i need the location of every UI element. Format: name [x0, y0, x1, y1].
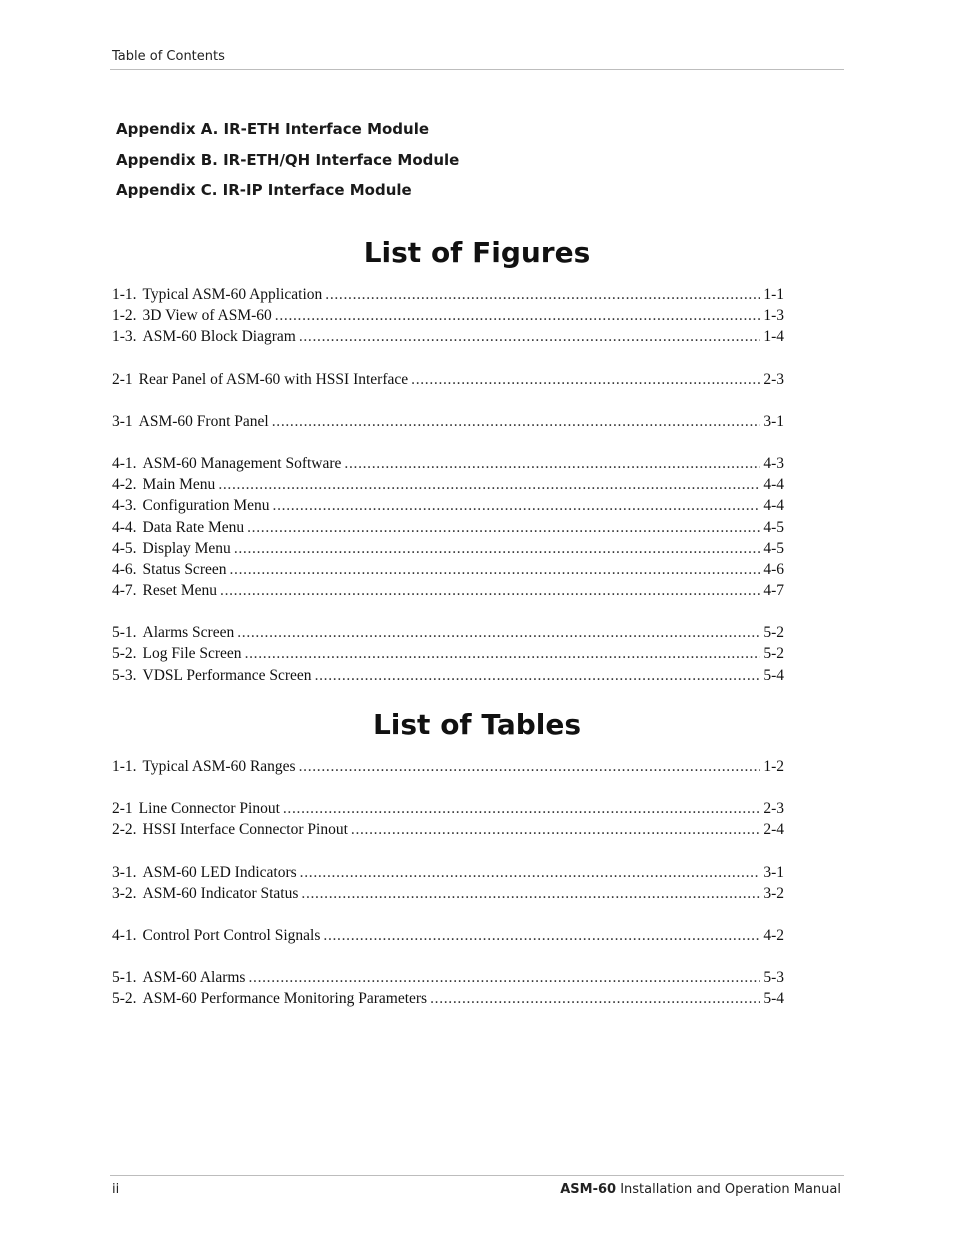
appendix-list — [116, 117, 459, 209]
entry-page: 3-2 — [763, 884, 784, 902]
toc-entry[interactable] — [112, 371, 784, 392]
dot-leader — [220, 582, 760, 600]
toc-entry[interactable] — [112, 969, 784, 990]
entry-number: 4-5. — [112, 539, 137, 557]
entry-page: 5-3 — [763, 969, 784, 987]
dot-leader — [273, 497, 761, 515]
entry-label: Status Screen — [142, 560, 227, 578]
dot-leader — [230, 561, 761, 579]
entry-label: 3D View of ASM-60 — [142, 307, 272, 325]
entry-page: 2-3 — [763, 800, 784, 818]
dot-leader — [237, 624, 760, 642]
entry-number: 1-1. — [112, 758, 137, 775]
entry-number: 5-2. — [112, 990, 137, 1008]
toc-entry[interactable] — [112, 519, 784, 540]
toc-entry[interactable] — [112, 927, 784, 948]
entry-label: Alarms Screen — [142, 624, 235, 642]
toc-entry[interactable] — [112, 497, 784, 518]
entry-number: 2-1 — [112, 370, 133, 388]
dot-leader — [323, 927, 760, 945]
entry-number: 3-2. — [112, 884, 137, 902]
group-spacer — [112, 603, 784, 624]
toc-entry[interactable] — [112, 540, 784, 561]
entry-page: 4-4 — [763, 476, 784, 494]
toc-entry[interactable] — [112, 582, 784, 603]
group-spacer — [112, 779, 784, 800]
entry-label: Display Menu — [142, 539, 231, 557]
page-number: ii — [112, 1182, 120, 1197]
entry-label: Typical ASM-60 Application — [142, 286, 323, 303]
entry-label: Data Rate Menu — [142, 518, 245, 536]
group-spacer — [112, 350, 784, 371]
entry-number: 5-1. — [112, 969, 137, 987]
toc-entry[interactable] — [112, 990, 784, 1011]
header-divider — [110, 69, 844, 70]
toc-entry[interactable] — [112, 455, 784, 476]
entry-label: Typical ASM-60 Ranges — [142, 758, 296, 775]
entry-page: 3-1 — [763, 412, 784, 430]
appendix-entry[interactable]: Appendix C. IR-IP Interface Module — [116, 181, 412, 199]
running-footer — [560, 1182, 841, 1197]
entry-number: 4-7. — [112, 582, 137, 600]
dot-leader — [272, 413, 761, 431]
dot-leader — [245, 645, 761, 663]
entry-label: ASM-60 Alarms — [142, 969, 246, 987]
dot-leader — [430, 990, 760, 1008]
entry-number: 5-2. — [112, 645, 137, 663]
entry-page: 2-4 — [763, 821, 784, 839]
entry-page: 1-4 — [763, 328, 784, 346]
entry-page: 1-3 — [763, 307, 784, 325]
entry-label: ASM-60 Front Panel — [138, 412, 269, 430]
toc-entry[interactable] — [112, 645, 784, 666]
entry-label: ASM-60 LED Indicators — [142, 863, 297, 881]
entry-page: 4-2 — [763, 926, 784, 944]
figures-list — [112, 286, 784, 688]
entry-page: 4-4 — [763, 497, 784, 515]
entry-number: 4-1. — [112, 926, 137, 944]
entry-label: HSSI Interface Connector Pinout — [142, 821, 348, 839]
toc-entry[interactable] — [112, 307, 784, 328]
product-name: ASM-60 — [560, 1182, 617, 1197]
list-of-tables-title: List of Tables — [372, 708, 582, 741]
entry-number: 4-6. — [112, 560, 137, 578]
toc-entry[interactable] — [112, 624, 784, 645]
group-spacer — [112, 906, 784, 927]
dot-leader — [301, 885, 760, 903]
entry-page: 4-5 — [763, 518, 784, 536]
toc-entry[interactable] — [112, 758, 784, 779]
entry-page: 3-1 — [763, 863, 784, 881]
toc-entry[interactable] — [112, 476, 784, 497]
entry-number: 4-3. — [112, 497, 137, 515]
entry-page: 1-1 — [763, 286, 784, 303]
dot-leader — [300, 864, 761, 882]
entry-number: 4-2. — [112, 476, 137, 494]
entry-number: 4-4. — [112, 518, 137, 536]
manual-title: Installation and Operation Manual — [620, 1182, 841, 1197]
entry-label: ASM-60 Performance Monitoring Parameters — [142, 990, 428, 1008]
entry-label: Reset Menu — [142, 582, 218, 600]
toc-entry[interactable] — [112, 561, 784, 582]
footer-divider — [110, 1175, 844, 1176]
toc-entry[interactable] — [112, 864, 784, 885]
toc-entry[interactable] — [112, 286, 784, 307]
entry-label: Control Port Control Signals — [142, 926, 321, 944]
entry-page: 4-3 — [763, 454, 784, 472]
dot-leader — [247, 519, 760, 537]
group-spacer — [112, 948, 784, 969]
entry-number: 1-1. — [112, 286, 137, 303]
entry-page: 4-5 — [763, 539, 784, 557]
dot-leader — [344, 455, 760, 473]
entry-page: 5-2 — [763, 624, 784, 642]
dot-leader — [299, 328, 761, 346]
list-of-figures-title: List of Figures — [363, 236, 591, 269]
dot-leader — [248, 969, 760, 987]
dot-leader — [315, 667, 761, 685]
entry-page: 1-2 — [763, 758, 784, 775]
group-spacer — [112, 392, 784, 413]
dot-leader — [299, 758, 761, 776]
entry-number: 1-2. — [112, 307, 137, 325]
dot-leader — [218, 476, 760, 494]
entry-number: 5-3. — [112, 666, 137, 684]
entry-page: 4-7 — [763, 582, 784, 600]
toc-entry[interactable] — [112, 821, 784, 842]
appendix-entry[interactable]: Appendix B. IR-ETH/QH Interface Module — [116, 150, 460, 169]
entry-number: 5-1. — [112, 624, 137, 642]
group-spacer — [112, 843, 784, 864]
toc-entry[interactable] — [112, 800, 784, 821]
entry-number: 4-1. — [112, 454, 137, 472]
entry-label: Rear Panel of ASM-60 with HSSI Interface — [138, 370, 409, 388]
entry-page: 2-3 — [763, 370, 784, 388]
entry-number: 3-1 — [112, 412, 133, 430]
entry-page: 5-4 — [763, 666, 784, 684]
entry-label: Line Connector Pinout — [138, 800, 280, 818]
toc-entry[interactable] — [112, 328, 784, 349]
toc-entry[interactable] — [112, 413, 784, 434]
dot-leader — [283, 800, 760, 818]
dot-leader — [234, 540, 761, 558]
entry-label: Configuration Menu — [142, 497, 270, 515]
entry-label: ASM-60 Management Software — [142, 454, 342, 472]
entry-number: 2-2. — [112, 821, 137, 839]
dot-leader — [351, 821, 760, 839]
entry-page: 5-4 — [763, 990, 784, 1008]
entry-label: ASM-60 Indicator Status — [142, 884, 299, 902]
dot-leader — [275, 307, 761, 325]
entry-label: ASM-60 Block Diagram — [142, 328, 296, 346]
group-spacer — [112, 434, 784, 455]
entry-number: 2-1 — [112, 800, 133, 818]
dot-leader — [411, 371, 760, 389]
entry-label: Main Menu — [142, 476, 216, 494]
entry-label: VDSL Performance Screen — [142, 666, 312, 684]
entry-number: 3-1. — [112, 863, 137, 881]
running-header: Table of Contents — [112, 49, 225, 64]
appendix-entry[interactable]: Appendix A. IR-ETH Interface Module — [116, 120, 430, 138]
entry-number: 1-3. — [112, 328, 137, 346]
dot-leader — [325, 286, 760, 304]
entry-page: 4-6 — [763, 560, 784, 578]
tables-list — [112, 758, 784, 1012]
entry-label: Log File Screen — [142, 645, 242, 663]
entry-page: 5-2 — [763, 645, 784, 663]
toc-entry[interactable] — [112, 667, 784, 688]
toc-entry[interactable] — [112, 885, 784, 906]
